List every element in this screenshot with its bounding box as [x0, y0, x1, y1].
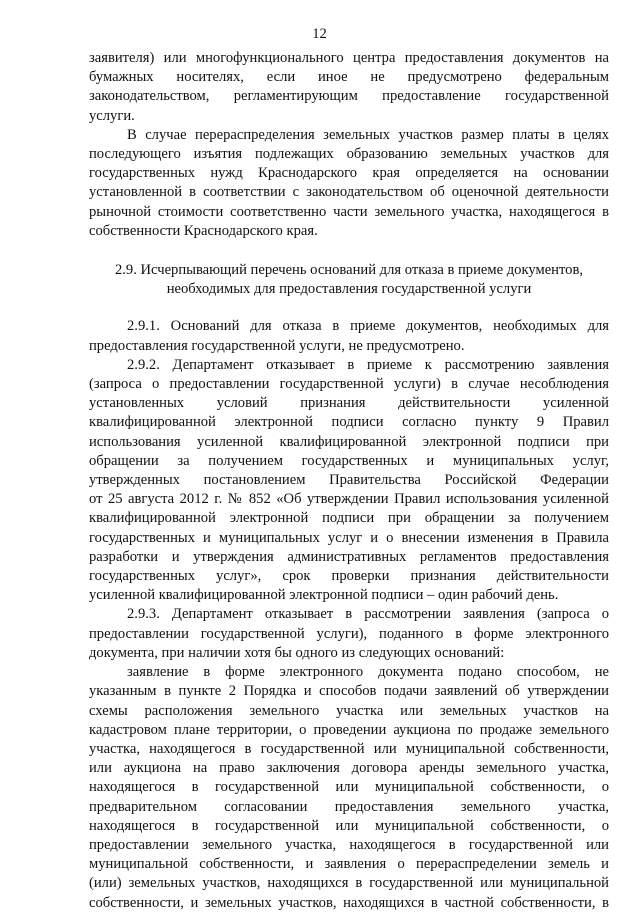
text-line: кадастровом плане территории, о проведении аукциона по продаже земельного — [89, 721, 609, 738]
text-line: предоставлении государственной услуги), поданного в форме электронного — [89, 625, 609, 642]
paragraph-continued — [89, 49, 609, 126]
text-line: квалифицированной электронной подписи согласно пункту 9 Правил — [89, 414, 609, 431]
text-line: государственных услуг», срок проверки признания действительности — [89, 568, 609, 585]
heading-line: необходимых для предоставления государственной услуги — [166, 281, 532, 298]
text-line: собственности Краснодарского края. — [89, 222, 318, 239]
text-line: законодательством, регламентирующим предоставление государственной — [89, 88, 609, 105]
text-line: установленной в соответствии с законодательством об оценочной деятельности — [89, 184, 609, 201]
paragraph-2-9-3 — [89, 605, 609, 663]
text-line: 2.9.2. Департамент отказывает в приеме к рассмотрению заявления — [127, 356, 609, 373]
text-line: заявителя) или многофункционального центра предоставления документов на — [89, 50, 609, 66]
paragraph-electronic-form-grounds — [89, 663, 609, 913]
text-line: использования усиленной квалифицированной электронной подписи при — [89, 433, 609, 450]
heading-line: 2.9. Исчерпывающий перечень оснований для отказа в приеме документов, — [114, 262, 584, 279]
text-line: находящегося в государственной или муниципальной собственности, о — [89, 817, 609, 834]
text-line: предоставления государственной услуги, не предусмотрено. — [89, 337, 465, 354]
text-line: услуги. — [89, 107, 135, 124]
text-line: усиленной квалифицированной электронной подписи – один рабочий день. — [89, 587, 559, 604]
text-line: В случае перераспределения земельных участков размер платы в целях — [127, 126, 609, 143]
text-line: государственных и муниципальных услуг и о внесении изменения в Правила — [89, 529, 609, 546]
text-line: разработки и утверждения административных регламентов предоставления — [89, 548, 609, 565]
text-line: от 25 августа 2012 г. № 852 «Об утверждении Правил использования усиленной — [89, 491, 609, 508]
text-line: документа, при наличии хотя бы одного из следующих оснований: — [89, 644, 505, 661]
text-line: предварительном согласовании предоставления земельного участка, — [89, 798, 609, 815]
text-line: собственности, и земельных участков, находящихся в частной собственности, в — [89, 894, 609, 911]
text-line: квалифицированной электронной подписи при обращении за получением — [89, 510, 609, 527]
text-line: указанным в пункте 2 Порядка и способов подачи заявлений об утверждении — [89, 683, 609, 700]
text-line: участка, находящегося в государственной или муниципальной собственности, — [89, 740, 609, 757]
text-line: рыночной стоимости соответственно части земельного участка, находящегося в — [89, 203, 609, 220]
text-line: или аукциона на право заключения договора аренды земельного участка, — [89, 760, 609, 777]
text-line: последующего изъятия подлежащих образованию земельных участков для — [89, 146, 609, 163]
text-line: находящегося в государственной или муниципальной собственности, о — [89, 779, 609, 796]
paragraph-2-9-1 — [89, 317, 609, 355]
text-line: 2.9.3. Департамент отказывает в рассмотрении заявления (запроса о — [127, 606, 609, 623]
text-line: (или) земельных участков, находящихся в государственной или муниципальной — [89, 875, 609, 892]
paragraph-2-9-2 — [89, 356, 609, 606]
text-line: 2.9.1. Оснований для отказа в приеме документов, необходимых для — [127, 318, 609, 335]
paragraph-redistribution-fee — [89, 126, 609, 241]
page-number: 12 — [312, 26, 327, 42]
text-line: заявление в форме электронного документа подано способом, не — [127, 664, 609, 681]
text-line: (запроса о предоставлении государственной услуги) в случае несоблюдения — [89, 376, 609, 393]
text-line: обращении за получением государственных и муниципальных услуг, — [89, 452, 609, 469]
text-line: государственных нужд Краснодарского края определяется на основании — [89, 165, 609, 182]
text-line: утвержденных постановлением Правительства Российской Федерации — [89, 472, 609, 489]
section-heading — [89, 261, 609, 299]
text-line: установленных условий признания действительности усиленной — [89, 395, 609, 412]
text-line: предоставлении земельного участка, находящегося в государственной или — [89, 836, 609, 853]
text-line: схемы расположения земельного участка или земельных участков на — [89, 702, 609, 719]
text-line: муниципальной собственности, и заявления о перераспределении земель и — [89, 856, 609, 873]
text-line: бумажных носителях, если иное не предусмотрено федеральным — [89, 69, 609, 86]
document-body — [89, 49, 609, 913]
